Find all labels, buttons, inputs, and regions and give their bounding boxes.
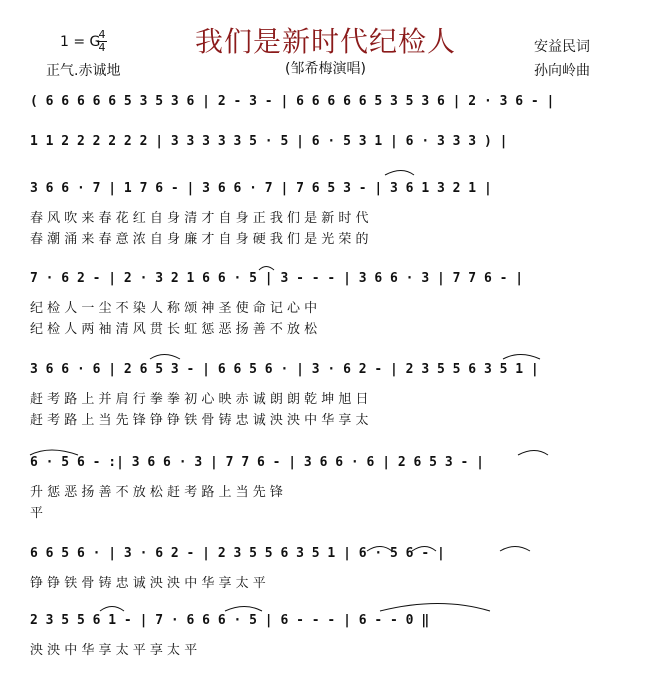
score-line-4: 7 · 6 2 - | 2 · 3 2 1 6 6 · 5 | 3 - - - | 3 6 6 · 3 | 7 7 6 - |	[30, 271, 524, 286]
lyric-line-6-verse-2: 平	[30, 506, 44, 521]
performance-style: 正气.赤诚地	[46, 63, 121, 79]
score-line-2: 1 1 2 2 2 2 2 2 | 3 3 3 3 3 5 · 5 | 6 · 5 3 1 | 6 · 3 3 3 ) |	[30, 134, 508, 149]
score-line-5: 3 6 6 · 6 | 2 6 5 3 - | 6 6 5 6 · | 3 · 6 2 - | 2 3 5 5 6 3 5 1 |	[30, 362, 539, 377]
time-signature-bottom: 4	[98, 41, 106, 54]
lyricist-credit: 安益民词	[534, 39, 590, 55]
key-signature: 1 = G	[60, 34, 101, 50]
score-line-3: 3 6 6 · 7 | 1 7 6 - | 3 6 6 · 7 | 7 6 5 3 - | 3 6 1 3 2 1 |	[30, 181, 492, 196]
lyric-line-3-verse-1: 春 风 吹 来 春 花 红 自 身 清 才 自 身 正 我 们 是 新 时 代	[30, 211, 369, 226]
singer-credit: (邹希梅演唱)	[285, 61, 366, 77]
time-signature-top: 4	[98, 28, 106, 41]
lyric-line-5-verse-1: 赶 考 路 上 并 肩 行 拳 拳 初 心 映 赤 诚 朗 朗 乾 坤 旭 日	[30, 392, 369, 407]
lyric-line-3-verse-2: 春 潮 涌 来 春 意 浓 自 身 廉 才 自 身 硬 我 们 是 光 荣 的	[30, 232, 369, 247]
lyric-line-7: 铮 铮 铁 骨 铸 忠 诚 泱 泱 中 华 享 太 平	[30, 576, 266, 591]
score-line-1: ( 6 6 6 6 6 5 3 5 3 6 | 2 - 3 - | 6 6 6 6 6 5 3 5 3 6 | 2 · 3 6 - |	[30, 94, 555, 109]
lyric-line-8: 泱 泱 中 华 享 太 平 享 太 平	[30, 643, 198, 658]
lyric-line-5-verse-2: 赶 考 路 上 当 先 锋 铮 铮 铁 骨 铸 忠 诚 泱 泱 中 华 享 太	[30, 413, 369, 428]
lyric-line-4-verse-2: 纪 检 人 两 袖 清 风 贯 长 虹 惩 恶 扬 善 不 放 松	[30, 322, 318, 337]
song-title: 我们是新时代纪检人	[194, 25, 456, 58]
score-line-8: 2 3 5 5 6 1 - | 7 · 6 6 6 · 5 | 6 - - - | 6 - - 0 ‖	[30, 613, 430, 628]
composer-credit: 孙向岭曲	[534, 63, 590, 79]
lyric-line-4-verse-1: 纪 检 人 一 尘 不 染 人 称 颂 神 圣 使 命 记 心 中	[30, 301, 318, 316]
score-line-7: 6 6 5 6 · | 3 · 6 2 - | 2 3 5 5 6 3 5 1 | 6 · 5 6 - |	[30, 546, 445, 561]
time-signature	[97, 30, 107, 53]
lyric-line-6-verse-1: 升 惩 恶 扬 善 不 放 松 赶 考 路 上 当 先 锋	[30, 485, 283, 500]
score-line-6: 6 · 5 6 - :| 3 6 6 · 3 | 7 7 6 - | 3 6 6 · 6 | 2 6 5 3 - |	[30, 455, 484, 470]
